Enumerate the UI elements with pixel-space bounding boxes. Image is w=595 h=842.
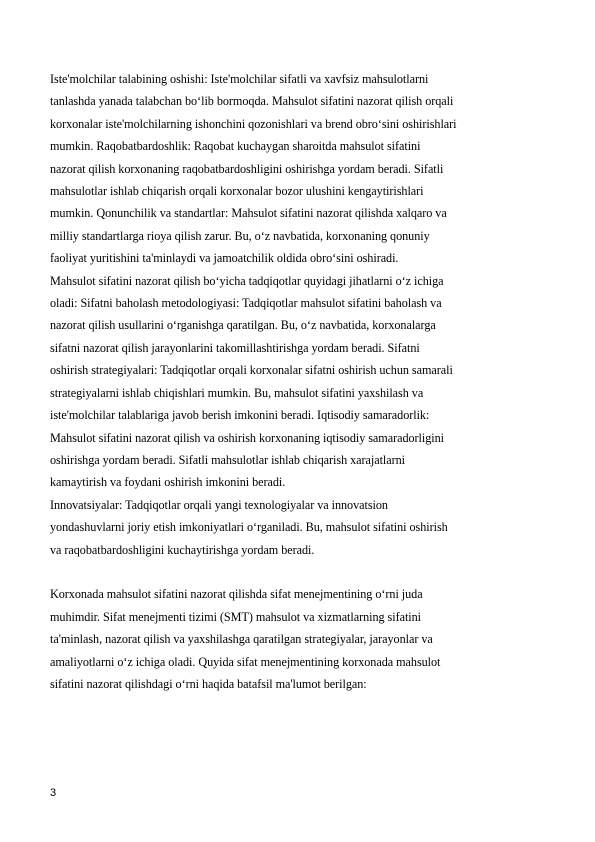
text-line: sifatini nazorat qilishdagi o‘rni haqida batafsil ma'lumot berilgan: bbox=[50, 676, 367, 691]
text-line: faoliyat yuritishini ta'minlaydi va jamoatchilik oldida obro‘sini oshiradi. bbox=[50, 251, 399, 266]
text-line: nazorat qilish usullarini o‘rganishga qaratilgan. Bu, o‘z navbatida, korxonalarga bbox=[50, 318, 436, 333]
text-line: Mahsulot sifatini nazorat qilish bo‘yicha tadqiqotlar quyidagi jihatlarni o‘z ichiga bbox=[50, 273, 444, 288]
text-line: Iste'molchilar talabining oshishi: Iste'molchilar sifatli va xavfsiz mahsulotlarni bbox=[50, 72, 429, 86]
text-line: va raqobatbardoshligini kuchaytirishga yordam beradi. bbox=[50, 542, 315, 557]
text-line: muhimdir. Sifat menejmenti tizimi (SMT) mahsulot va xizmatlarning sifatini bbox=[50, 609, 422, 624]
text-line: oladi: Sifatni baholash metodologiyasi: Tadqiqotlar mahsulot sifatini baholash va bbox=[50, 296, 442, 311]
text-line: iste'molchilar talablariga javob berish imkonini beradi. Iqtisodiy samaradorlik: bbox=[50, 408, 430, 423]
text-line: amaliyotlarni o‘z ichiga oladi. Quyida sifat menejmentining korxonada mahsulot bbox=[50, 654, 441, 669]
text-line: sifatni nazorat qilish jarayonlarini takomillashtirishga yordam beradi. Sifatni bbox=[50, 340, 420, 355]
text-line: nazorat qilish korxonaning raqobatbardoshligini oshirishga yordam beradi. Sifatli bbox=[50, 161, 444, 176]
text-line: Innovatsiyalar: Tadqiqotlar orqali yangi texnologiyalar va innovatsion bbox=[50, 497, 388, 512]
text-line: ta'minlash, nazorat qilish va yaxshilashga qaratilgan strategiyalar, jarayonlar va bbox=[50, 632, 433, 647]
text-line: oshirishga yordam beradi. Sifatli mahsulotlar ishlab chiqarish xarajatlarni bbox=[50, 452, 406, 467]
body-text bbox=[50, 68, 580, 695]
text-line: mahsulotlar ishlab chiqarish orqali korxonalar bozor ulushini kengaytirishlari bbox=[50, 184, 424, 199]
text-line: yondashuvlarni joriy etish imkoniyatlari o‘rganiladi. Bu, mahsulot sifatini oshirish bbox=[50, 520, 448, 535]
text-line: kamaytirish va foydani oshirish imkonini beradi. bbox=[50, 475, 286, 490]
text-line: milliy standartlarga rioya qilish zarur. Bu, o‘z navbatida, korxonaning qonuniy bbox=[50, 228, 430, 243]
text-line: strategiyalarni ishlab chiqishlari mumkin. Bu, mahsulot sifatini yaxshilash va bbox=[50, 385, 424, 400]
text-line: tanlashda yanada talabchan bo‘lib bormoqda. Mahsulot sifatini nazorat qilish orqali bbox=[50, 94, 454, 109]
text-line: mumkin. Qonunchilik va standartlar: Mahsulot sifatini nazorat qilishda xalqaro va bbox=[50, 206, 447, 221]
text-line: oshirish strategiyalari: Tadqiqotlar orqali korxonalar sifatni oshirish uchun samarali bbox=[50, 363, 453, 378]
page-number: 3 bbox=[50, 787, 57, 799]
text-line: korxonalar iste'molchilarning ishonchini qozonishlari va brend obro‘sini oshirishlari bbox=[50, 116, 457, 131]
text-line: Mahsulot sifatini nazorat qilish va oshirish korxonaning iqtisodiy samaradorligini bbox=[50, 430, 444, 445]
text-line: mumkin. Raqobatbardoshlik: Raqobat kuchaygan sharoitda mahsulot sifatini bbox=[50, 139, 421, 154]
text-line: Korxonada mahsulot sifatini nazorat qilishda sifat menejmentining o‘rni juda bbox=[50, 587, 423, 602]
blank-line bbox=[50, 561, 580, 583]
